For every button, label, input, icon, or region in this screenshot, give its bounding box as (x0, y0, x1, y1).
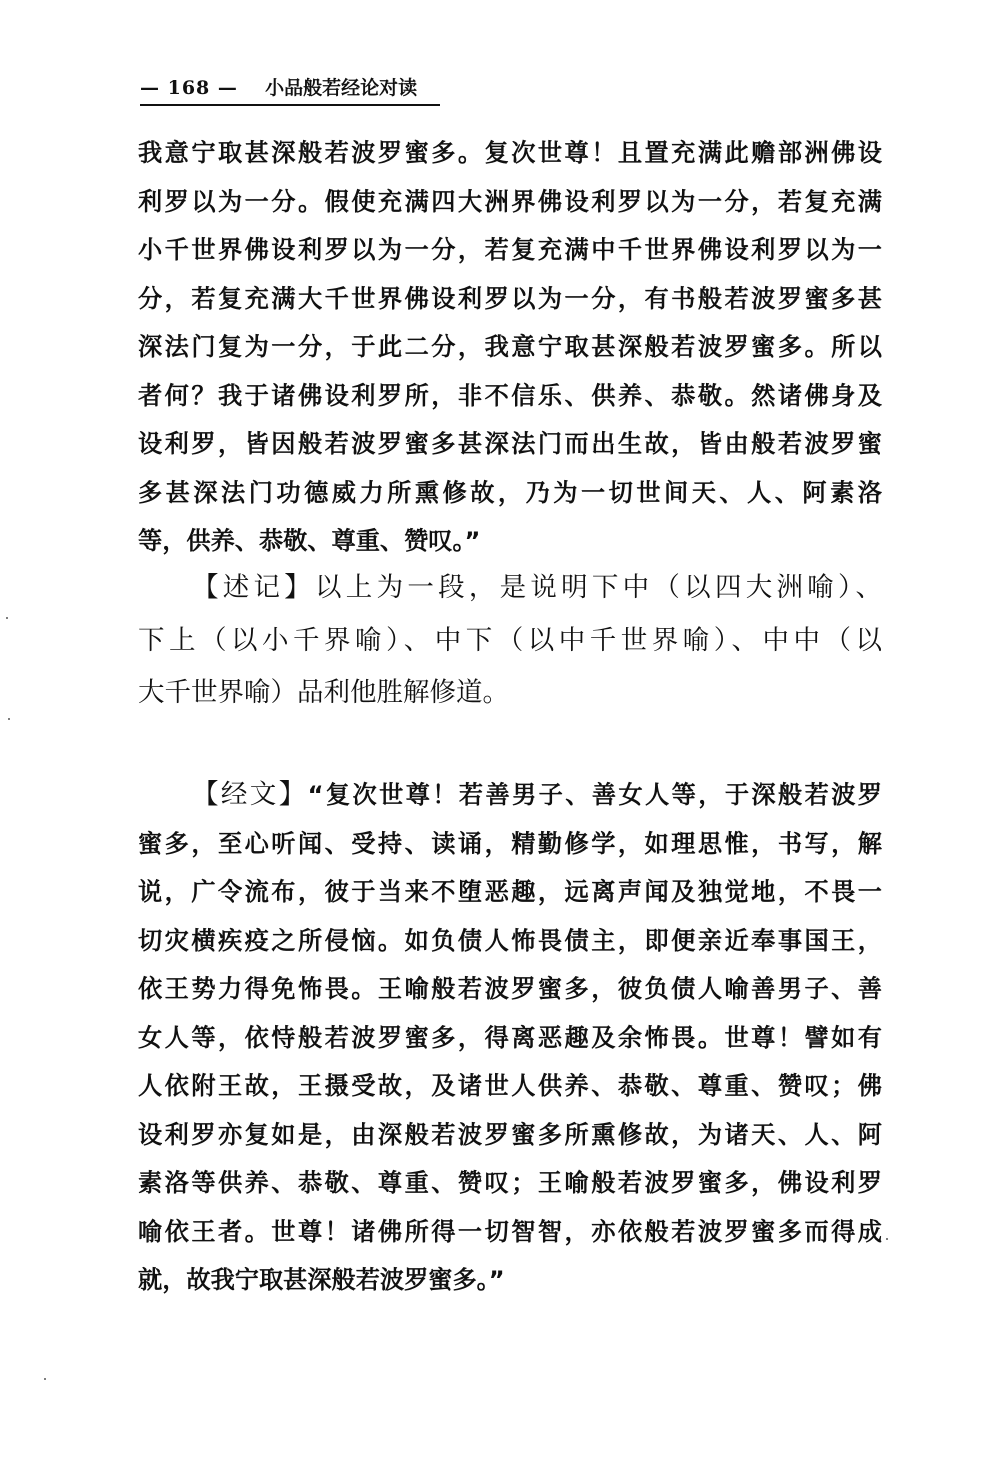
sutra-paragraph-1 (138, 129, 882, 566)
text-line: 【经文】“复次世尊！若善男子、善女人等，于深般若波罗 (192, 779, 882, 810)
text-line: 深法门复为一分，于此二分，我意宁取甚深般若波罗蜜多。所以 (138, 333, 882, 361)
text-line: 设利罗亦复如是，由深般若波罗蜜多所熏修故，为诸天、人、阿 (138, 1120, 882, 1149)
commentary-paragraph (138, 562, 882, 720)
text-line: 者何？我于诸佛设利罗所，非不信乐、供养、恭敬。然诸佛身及 (138, 381, 882, 410)
text-line: 设利罗，皆因般若波罗蜜多甚深法门而出生故，皆由般若波罗蜜 (138, 430, 882, 458)
sutra-label: 【经文】 (192, 779, 308, 810)
text-line: 多甚深法门功德威力所熏修故，乃为一切世间天、人、阿素洛 (138, 478, 882, 507)
text-line: 分，若复充满大千世界佛设利罗以为一分，有书般若波罗蜜多甚 (138, 284, 882, 313)
header-rule (140, 104, 440, 106)
text-line: 人依附王故，王摄受故，及诸世人供养、恭敬、尊重、赞叹；佛 (138, 1072, 882, 1100)
text-line: 蜜多，至心听闻、受持、读诵，精勤修学，如理思惟，书写，解 (138, 829, 882, 858)
text-line: 女人等，依恃般若波罗蜜多，得离恶趣及余怖畏。世尊！譬如有 (138, 1023, 882, 1052)
book-title: 小品般若经论对读 (265, 77, 418, 99)
text-line: 依王势力得免怖畏。王喻般若波罗蜜多，彼负债人喻善男子、善 (138, 975, 882, 1003)
text-line: 切灾横疾疫之所侵恼。如负债人怖畏债主，即便亲近奉事国王， (138, 926, 882, 955)
scan-speck (6, 617, 8, 619)
text-line: 利罗以为一分。假使充满四大洲界佛设利罗以为一分，若复充满 (138, 187, 882, 216)
text-line: 就，故我宁取甚深般若波罗蜜多。” (138, 1266, 505, 1294)
scan-speck (8, 718, 10, 720)
text-line: 大千世界喻）品利他胜解修道。 (138, 677, 509, 708)
commentary-label: 【述记】 (192, 572, 316, 603)
text-line: 【述记】以上为一段，是说明下中（以四大洲喻）、 (192, 572, 883, 603)
text-line: 说，广令流布，彼于当来不堕恶趣，远离声闻及独觉地，不畏一 (138, 878, 882, 906)
scan-speck (886, 1238, 888, 1240)
scan-speck (44, 1378, 46, 1380)
page-number: — 168 — (140, 77, 238, 99)
running-header (140, 72, 440, 104)
text-line: 喻依王者。世尊！诸佛所得一切智智，亦依般若波罗蜜多而得成 (138, 1217, 882, 1246)
text-line: 下上（以小千界喻）、中下（以中千世界喻）、中中（以 (138, 624, 882, 656)
text-line: 小千世界佛设利罗以为一分，若复充满中千世界佛设利罗以为一 (138, 236, 882, 264)
text-line: 等，供养、恭敬、尊重、赞叹。” (138, 527, 481, 555)
text-line: 素洛等供养、恭敬、尊重、赞叹；王喻般若波罗蜜多，佛设利罗 (138, 1169, 882, 1197)
text-line: 我意宁取甚深般若波罗蜜多。复次世尊！且置充满此赡部洲佛设 (138, 139, 882, 167)
sutra-paragraph-2 (138, 771, 882, 1305)
